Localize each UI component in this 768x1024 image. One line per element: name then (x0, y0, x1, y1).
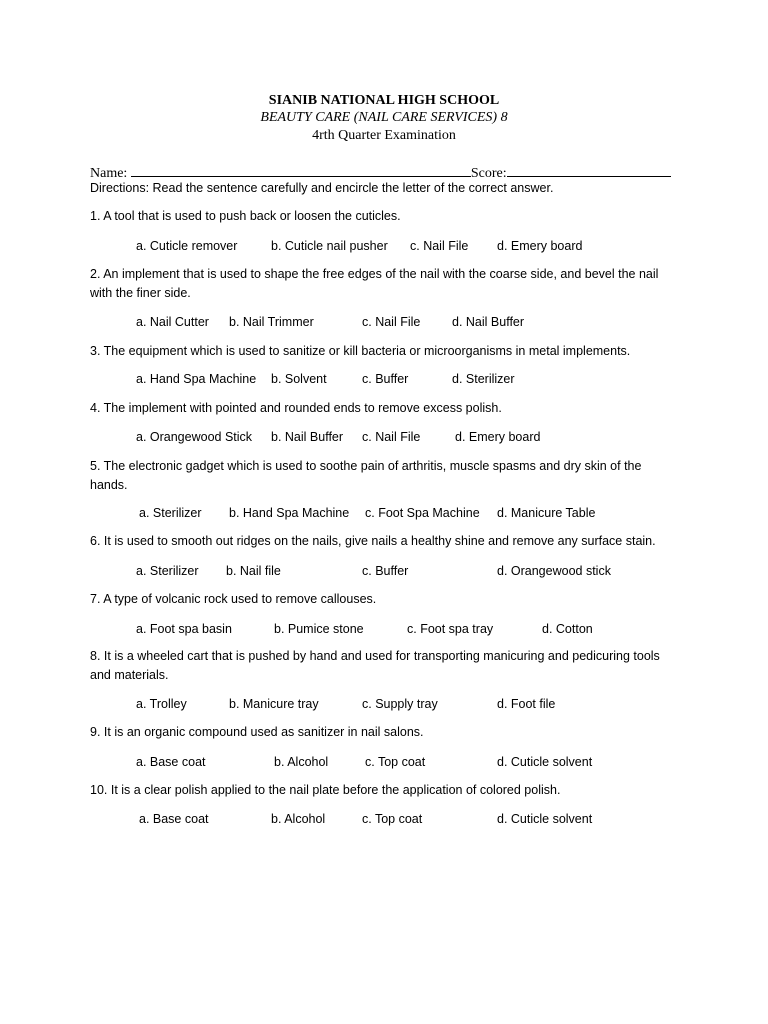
q10-choice-a[interactable]: a. Base coat (139, 812, 209, 826)
score-blank[interactable] (507, 162, 671, 177)
directions: Directions: Read the sentence carefully and encircle the letter of the correct answer. (90, 181, 554, 195)
q4-choice-b[interactable]: b. Nail Buffer (271, 430, 344, 444)
q1-choice-d[interactable]: d. Emery board (497, 239, 583, 253)
q9-choice-c[interactable]: c. Top coat (365, 755, 426, 769)
q8-choice-c[interactable]: c. Supply tray (362, 697, 438, 711)
subject-title: BEAUTY CARE (NAIL CARE SERVICES) 8 (260, 110, 508, 125)
q2-choice-c[interactable]: c. Nail File (362, 315, 421, 329)
q7-choice-c[interactable]: c. Foot spa tray (407, 622, 494, 636)
q3-choice-c[interactable]: c. Buffer (362, 372, 409, 386)
q4-choice-a[interactable]: a. Orangewood Stick (136, 430, 253, 444)
question-4: 4. The implement with pointed and rounded ends to remove excess polish. (90, 401, 502, 415)
q3-choice-a[interactable]: a. Hand Spa Machine (136, 372, 257, 386)
q10-choice-d[interactable]: d. Cuticle solvent (497, 812, 593, 826)
q7-choice-b[interactable]: b. Pumice stone (274, 622, 364, 636)
q3-choice-b[interactable]: b. Solvent (271, 372, 327, 386)
q6-choice-b[interactable]: b. Nail file (226, 564, 281, 578)
q2-choice-a[interactable]: a. Nail Cutter (136, 315, 209, 329)
q10-choice-b[interactable]: b. Alcohol (271, 812, 326, 826)
q2-choice-b[interactable]: b. Nail Trimmer (229, 315, 314, 329)
q10-choice-c[interactable]: c. Top coat (362, 812, 423, 826)
question-10: 10. It is a clear polish applied to the nail plate before the application of colored polish. (90, 783, 561, 797)
q5-choice-d[interactable]: d. Manicure Table (497, 506, 596, 520)
question-7: 7. A type of volcanic rock used to remove callouses. (90, 592, 377, 606)
question-9: 9. It is an organic compound used as sanitizer in nail salons. (90, 725, 424, 739)
name-label: Name: (90, 166, 131, 181)
question-5: 5. The electronic gadget which is used to soothe pain of arthritis, muscle spasms and dry skin of the hands. (90, 459, 642, 492)
q4-choice-c[interactable]: c. Nail File (362, 430, 421, 444)
q9-choice-b[interactable]: b. Alcohol (274, 755, 329, 769)
q1-choice-a[interactable]: a. Cuticle remover (136, 239, 238, 253)
q5-choice-c[interactable]: c. Foot Spa Machine (365, 506, 480, 520)
score-label: Score: (470, 166, 507, 181)
q1-choice-b[interactable]: b. Cuticle nail pusher (271, 239, 388, 253)
q2-choice-d[interactable]: d. Nail Buffer (452, 315, 525, 329)
q8-choice-b[interactable]: b. Manicure tray (229, 697, 319, 711)
question-1: 1. A tool that is used to push back or loosen the cuticles. (90, 209, 401, 223)
q6-choice-a[interactable]: a. Sterilizer (136, 564, 199, 578)
exam-title: 4rth Quarter Examination (312, 128, 456, 143)
q7-choice-a[interactable]: a. Foot spa basin (136, 622, 232, 636)
q8-choice-d[interactable]: d. Foot file (497, 697, 556, 711)
q6-choice-d[interactable]: d. Orangewood stick (497, 564, 611, 578)
q9-choice-a[interactable]: a. Base coat (136, 755, 206, 769)
name-blank[interactable] (131, 162, 471, 177)
q7-choice-d[interactable]: d. Cotton (542, 622, 593, 636)
q8-choice-a[interactable]: a. Trolley (136, 697, 187, 711)
question-8: 8. It is a wheeled cart that is pushed by hand and used for transporting manicuring and pedicuring tools and materials. (90, 649, 660, 682)
q3-choice-d[interactable]: d. Sterilizer (452, 372, 515, 386)
question-6: 6. It is used to smooth out ridges on the nails, give nails a healthy shine and remove any surface stain. (90, 534, 656, 548)
q5-choice-a[interactable]: a. Sterilizer (139, 506, 202, 520)
q9-choice-d[interactable]: d. Cuticle solvent (497, 755, 593, 769)
school-name: SIANIB NATIONAL HIGH SCHOOL (268, 93, 500, 108)
question-3: 3. The equipment which is used to sanitize or kill bacteria or microorganisms in metal implements. (90, 344, 631, 358)
q5-choice-b[interactable]: b. Hand Spa Machine (229, 506, 350, 520)
q6-choice-c[interactable]: c. Buffer (362, 564, 409, 578)
q4-choice-d[interactable]: d. Emery board (455, 430, 541, 444)
q1-choice-c[interactable]: c. Nail File (410, 239, 469, 253)
question-2: 2. An implement that is used to shape the free edges of the nail with the coarse side, and bevel the nail with the finer side. (90, 267, 659, 300)
